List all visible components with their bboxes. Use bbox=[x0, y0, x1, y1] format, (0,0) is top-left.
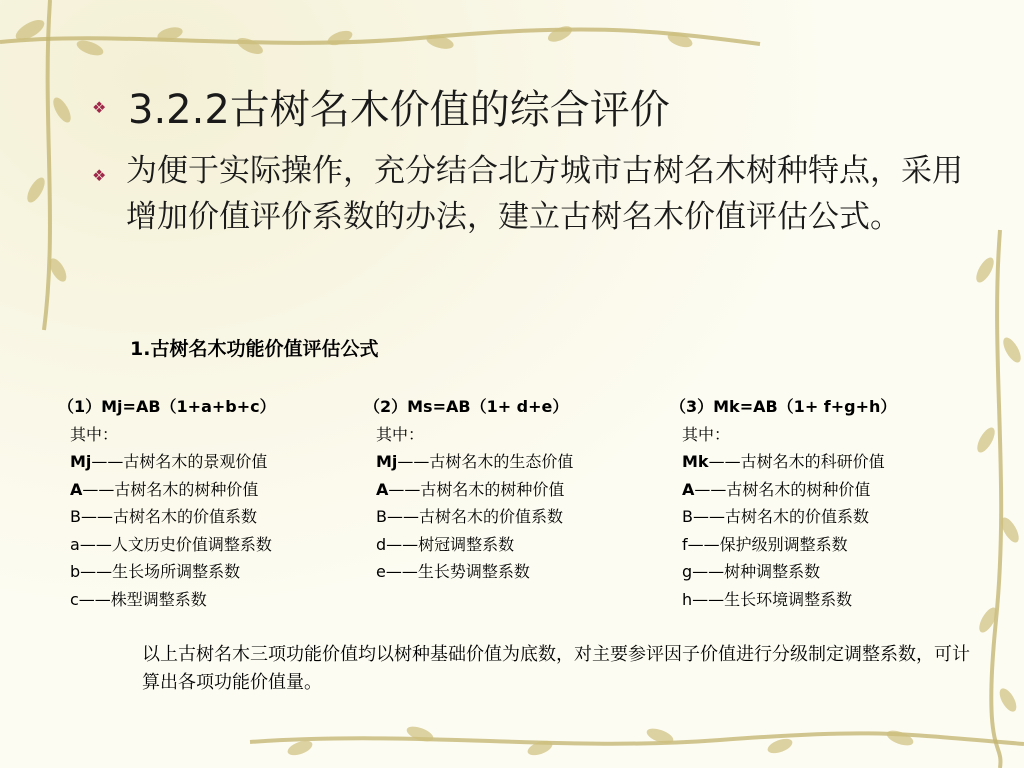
formula-1: （1）Mj=AB（1+a+b+c） bbox=[58, 397, 276, 416]
formula-2-where: 其中： bbox=[376, 424, 425, 444]
formula-3-row: Mk——古树名木的科研价值 bbox=[682, 452, 885, 471]
formula-3-row: f——保护级别调整系数 bbox=[682, 534, 848, 554]
formula-2: （2）Ms=AB（1+ d+e） bbox=[364, 397, 569, 416]
formula-2-row: B——古树名木的价值系数 bbox=[376, 507, 563, 526]
formula-1-row: B——古树名木的价值系数 bbox=[70, 507, 257, 526]
formula-2-row: d——树冠调整系数 bbox=[376, 534, 515, 554]
formula-1-row: a——人文历史价值调整系数 bbox=[70, 534, 272, 554]
intro-paragraph: 为便于实际操作，充分结合北方城市古树名木树种特点，采用增加价值评价系数的办法，建立古树名木价值评估公式。 bbox=[126, 153, 963, 235]
formula-3-row: B——古树名木的价值系数 bbox=[682, 507, 869, 526]
formula-column-2 bbox=[364, 393, 573, 586]
formula-2-row: Mj——古树名木的生态价值 bbox=[376, 452, 574, 471]
heading-bullet-icon: ❖ bbox=[92, 98, 107, 117]
formula-1-row: A——古树名木的树种价值 bbox=[70, 479, 259, 499]
formula-2-row: e——生长势调整系数 bbox=[376, 562, 530, 581]
formula-column-1 bbox=[58, 393, 276, 613]
formula-1-row: Mj——古树名木的景观价值 bbox=[70, 452, 268, 471]
formula-section-heading: 1.古树名木功能价值评估公式 bbox=[130, 338, 379, 360]
intro-bullet-icon: ❖ bbox=[92, 166, 107, 185]
summary-note: 以上古树名木三项功能价值均以树种基础价值为底数，对主要参评因子价值进行分级制定调整系数，可计算出各项功能价值量。 bbox=[142, 644, 970, 693]
formula-3-row: A——古树名木的树种价值 bbox=[682, 479, 871, 499]
formula-3: （3）Mk=AB（1+ f+g+h） bbox=[670, 397, 897, 416]
formula-1-row: c——株型调整系数 bbox=[70, 589, 207, 609]
formula-column-3 bbox=[670, 393, 896, 613]
formula-2-row: A——古树名木的树种价值 bbox=[376, 479, 565, 499]
formula-3-where: 其中： bbox=[682, 424, 731, 444]
slide-title: 3.2.2古树名木价值的综合评价 bbox=[128, 87, 670, 133]
formula-1-where: 其中： bbox=[70, 424, 119, 444]
formula-3-row: g——树种调整系数 bbox=[682, 562, 821, 581]
formula-1-row: b——生长场所调整系数 bbox=[70, 562, 241, 581]
formula-3-row: h——生长环境调整系数 bbox=[682, 589, 853, 609]
